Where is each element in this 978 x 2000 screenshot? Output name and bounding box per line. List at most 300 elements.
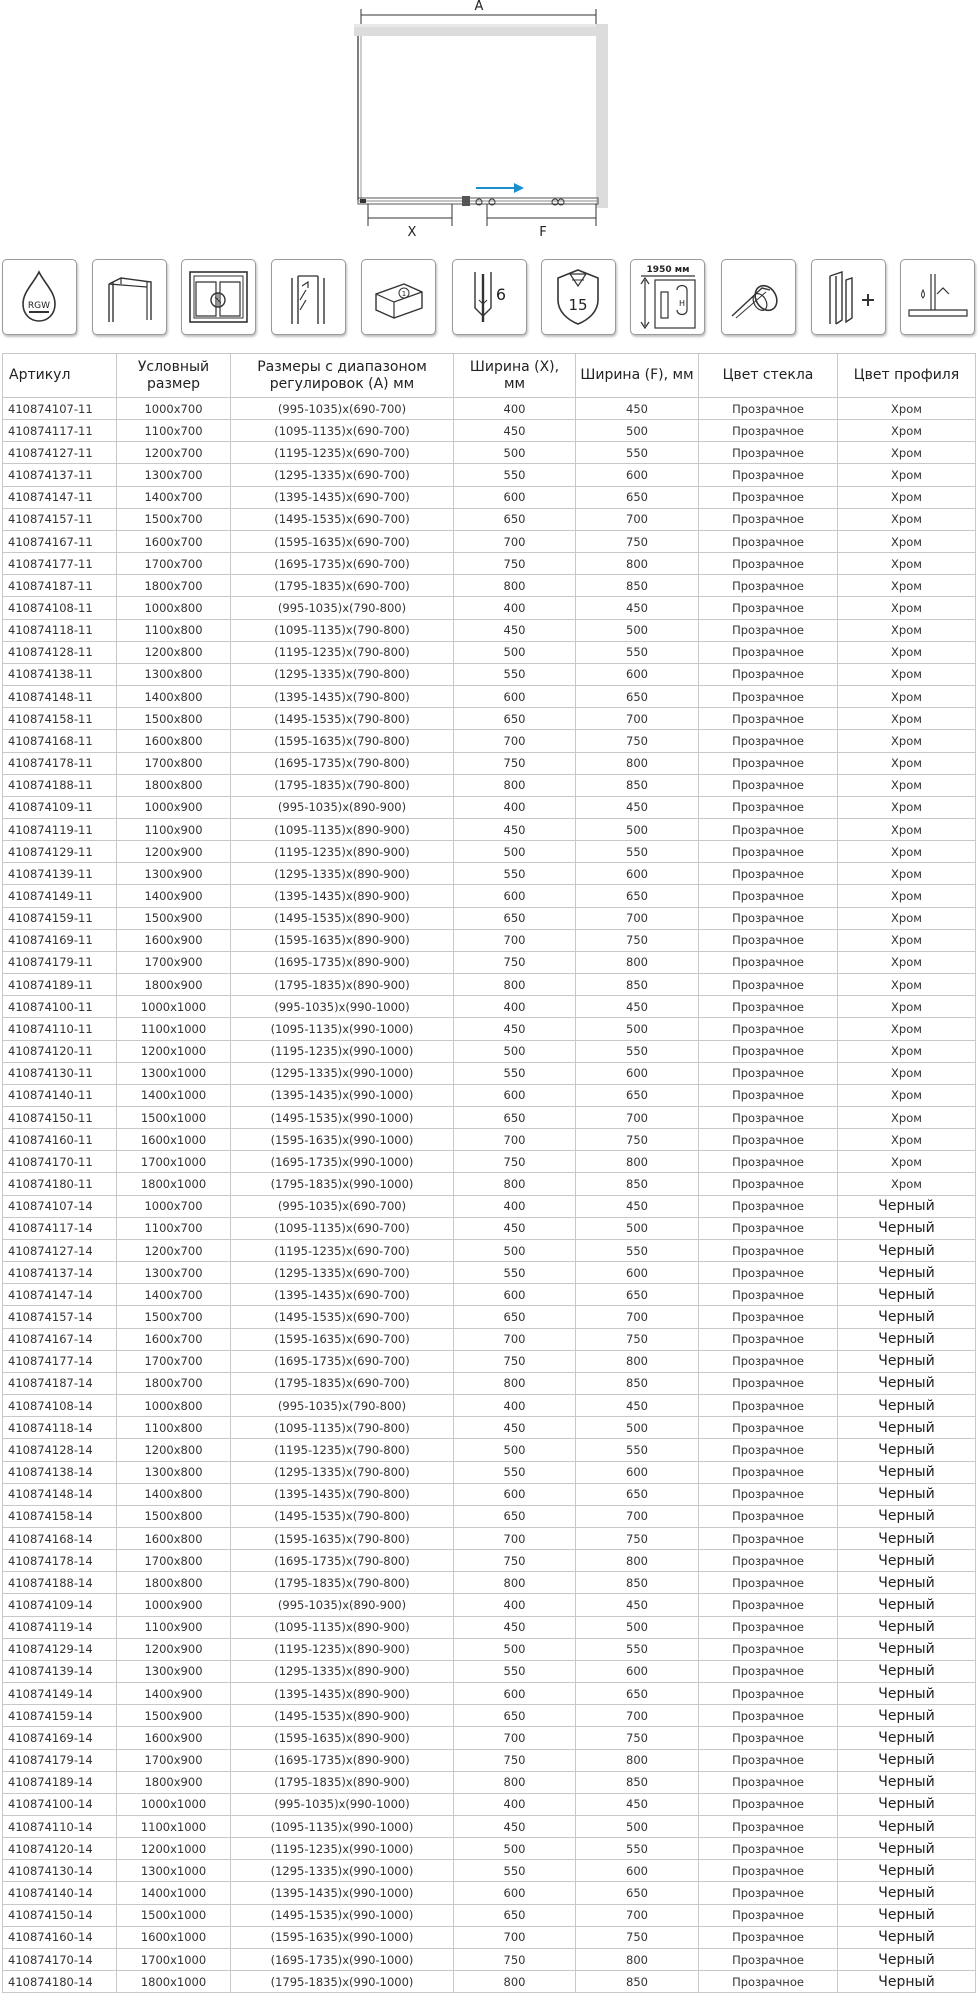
article-cell: 410874179-14 — [3, 1749, 117, 1771]
width-f-cell: 650 — [576, 1084, 699, 1106]
table-row — [3, 1417, 976, 1439]
glass-color-cell: Прозрачное — [699, 1971, 838, 1993]
profile-color-cell: Хром — [838, 996, 976, 1018]
profile-color-cell: Хром — [838, 1062, 976, 1084]
profile-color-cell: Хром — [838, 863, 976, 885]
article-cell: 410874139-14 — [3, 1660, 117, 1682]
glass-color-cell: Прозрачное — [699, 1395, 838, 1417]
article-cell: 410874137-11 — [3, 464, 117, 486]
width-x-cell: 600 — [454, 1683, 576, 1705]
table-row — [3, 1062, 976, 1084]
profile-color-cell: Черный — [838, 1771, 976, 1793]
width-x-cell: 500 — [454, 1838, 576, 1860]
dimension-range-cell: (995-1035)x(990-1000) — [231, 1793, 454, 1815]
dimension-range-cell: (1795-1835)x(990-1000) — [231, 1173, 454, 1195]
width-f-cell: 800 — [576, 1749, 699, 1771]
glass-color-cell: Прозрачное — [699, 1483, 838, 1505]
width-x-cell: 450 — [454, 1018, 576, 1040]
width-f-cell: 550 — [576, 442, 699, 464]
profile-color-cell: Черный — [838, 1904, 976, 1926]
article-cell: 410874157-14 — [3, 1306, 117, 1328]
width-f-cell: 650 — [576, 885, 699, 907]
article-cell: 410874138-11 — [3, 663, 117, 685]
table-row — [3, 1505, 976, 1527]
dimension-range-cell: (1295-1335)x(790-800) — [231, 663, 454, 685]
dimension-range-cell: (1195-1235)x(690-700) — [231, 1239, 454, 1261]
width-f-cell: 550 — [576, 1439, 699, 1461]
width-x-cell: 450 — [454, 1417, 576, 1439]
article-cell: 410874129-14 — [3, 1638, 117, 1660]
dimension-a-label: A — [474, 0, 484, 14]
article-cell: 410874107-11 — [3, 398, 117, 420]
glass-color-cell: Прозрачное — [699, 1926, 838, 1948]
nominal-size-cell: 1800x1000 — [117, 1971, 231, 1993]
width-f-cell: 500 — [576, 1018, 699, 1040]
article-cell: 410874178-14 — [3, 1550, 117, 1572]
width-x-cell: 650 — [454, 1705, 576, 1727]
nominal-size-cell: 1700x800 — [117, 1550, 231, 1572]
dimension-range-cell: (1195-1235)x(890-900) — [231, 1638, 454, 1660]
glass-color-cell: Прозрачное — [699, 553, 838, 575]
width-x-cell: 500 — [454, 1239, 576, 1261]
table-row — [3, 1040, 976, 1062]
table-row — [3, 1550, 976, 1572]
width-x-cell: 650 — [454, 1505, 576, 1527]
width-x-cell: 700 — [454, 1328, 576, 1350]
table-row — [3, 1527, 976, 1549]
article-cell: 410874177-14 — [3, 1350, 117, 1372]
width-f-cell: 500 — [576, 1217, 699, 1239]
profile-color-cell: Черный — [838, 1660, 976, 1682]
nominal-size-cell: 1300x900 — [117, 1660, 231, 1682]
width-x-cell: 550 — [454, 863, 576, 885]
nominal-size-cell: 1800x900 — [117, 1771, 231, 1793]
nominal-size-cell: 1700x900 — [117, 1749, 231, 1771]
dimension-range-cell: (1295-1335)x(990-1000) — [231, 1062, 454, 1084]
dimension-range-cell: (1595-1635)x(890-900) — [231, 929, 454, 951]
dimension-range-cell: (1695-1735)x(790-800) — [231, 752, 454, 774]
nominal-size-cell: 1800x800 — [117, 774, 231, 796]
table-row — [3, 686, 976, 708]
svg-text:1950 мм: 1950 мм — [646, 265, 690, 275]
width-f-cell: 850 — [576, 1372, 699, 1394]
glass-color-cell: Прозрачное — [699, 1771, 838, 1793]
nominal-size-cell: 1200x700 — [117, 1239, 231, 1261]
nominal-size-cell: 1700x900 — [117, 951, 231, 973]
profile-color-cell: Черный — [838, 1550, 976, 1572]
table-row — [3, 1262, 976, 1284]
article-cell: 410874189-14 — [3, 1771, 117, 1793]
glass-color-cell: Прозрачное — [699, 708, 838, 730]
header-glass-color: Цвет стекла — [699, 354, 838, 398]
dimension-range-cell: (1595-1635)x(990-1000) — [231, 1129, 454, 1151]
glass-color-cell: Прозрачное — [699, 486, 838, 508]
article-cell: 410874150-11 — [3, 1107, 117, 1129]
profile-color-cell: Черный — [838, 1572, 976, 1594]
article-cell: 410874170-11 — [3, 1151, 117, 1173]
article-cell: 410874187-11 — [3, 575, 117, 597]
table-row — [3, 597, 976, 619]
width-x-cell: 450 — [454, 818, 576, 840]
nominal-size-cell: 1400x1000 — [117, 1882, 231, 1904]
glass-color-cell: Прозрачное — [699, 1084, 838, 1106]
glass-thickness-icon — [452, 259, 527, 335]
profile-color-cell: Черный — [838, 1926, 976, 1948]
width-x-cell: 750 — [454, 1749, 576, 1771]
width-x-cell: 500 — [454, 1638, 576, 1660]
profile-color-cell: Хром — [838, 486, 976, 508]
table-row — [3, 1749, 976, 1771]
article-cell: 410874139-11 — [3, 863, 117, 885]
dimension-range-cell: (1795-1835)x(990-1000) — [231, 1971, 454, 1993]
width-f-cell: 650 — [576, 1683, 699, 1705]
nominal-size-cell: 1200x700 — [117, 442, 231, 464]
glass-color-cell: Прозрачное — [699, 663, 838, 685]
dimension-range-cell: (1395-1435)x(990-1000) — [231, 1084, 454, 1106]
table-row — [3, 996, 976, 1018]
profile-color-cell: Хром — [838, 1018, 976, 1040]
article-cell: 410874119-11 — [3, 818, 117, 840]
width-f-cell: 800 — [576, 1350, 699, 1372]
width-f-cell: 750 — [576, 1129, 699, 1151]
width-f-cell: 550 — [576, 1040, 699, 1062]
glass-color-cell: Прозрачное — [699, 1860, 838, 1882]
table-row — [3, 1727, 976, 1749]
width-f-cell: 750 — [576, 1727, 699, 1749]
article-cell: 410874100-11 — [3, 996, 117, 1018]
dimension-range-cell: (1695-1735)x(790-800) — [231, 1550, 454, 1572]
width-f-cell: 600 — [576, 1461, 699, 1483]
width-f-cell: 450 — [576, 1594, 699, 1616]
width-x-cell: 650 — [454, 1306, 576, 1328]
svg-text:1: 1 — [401, 290, 407, 298]
glass-color-cell: Прозрачное — [699, 1816, 838, 1838]
article-cell: 410874187-14 — [3, 1372, 117, 1394]
dimension-range-cell: (1795-1835)x(890-900) — [231, 1771, 454, 1793]
nominal-size-cell: 1800x900 — [117, 974, 231, 996]
profile-color-cell: Хром — [838, 619, 976, 641]
dimension-range-cell: (1095-1135)x(790-800) — [231, 1417, 454, 1439]
glass-color-cell: Прозрачное — [699, 1372, 838, 1394]
dimension-range-cell: (995-1035)x(890-900) — [231, 796, 454, 818]
width-f-cell: 850 — [576, 1771, 699, 1793]
dimension-range-cell: (1495-1535)x(990-1000) — [231, 1904, 454, 1926]
width-x-cell: 600 — [454, 486, 576, 508]
table-row — [3, 1395, 976, 1417]
article-cell: 410874158-11 — [3, 708, 117, 730]
nominal-size-cell: 1400x700 — [117, 1284, 231, 1306]
profile-color-cell: Хром — [838, 553, 976, 575]
nominal-size-cell: 1300x800 — [117, 663, 231, 685]
profile-color-cell: Черный — [838, 1705, 976, 1727]
profile-color-cell: Черный — [838, 1527, 976, 1549]
dimension-range-cell: (1595-1635)x(690-700) — [231, 530, 454, 552]
glass-color-cell: Прозрачное — [699, 752, 838, 774]
article-cell: 410874188-11 — [3, 774, 117, 796]
glass-color-cell: Прозрачное — [699, 841, 838, 863]
nominal-size-cell: 1000x800 — [117, 597, 231, 619]
article-cell: 410874149-14 — [3, 1683, 117, 1705]
table-row — [3, 486, 976, 508]
width-f-cell: 700 — [576, 1107, 699, 1129]
width-f-cell: 850 — [576, 1572, 699, 1594]
table-row — [3, 1882, 976, 1904]
table-header-row — [3, 354, 976, 398]
width-x-cell: 800 — [454, 575, 576, 597]
dimension-range-cell: (1495-1535)x(890-900) — [231, 1705, 454, 1727]
glass-color-cell: Прозрачное — [699, 1461, 838, 1483]
glass-color-cell: Прозрачное — [699, 1284, 838, 1306]
table-row — [3, 708, 976, 730]
profile-color-cell: Черный — [838, 1372, 976, 1394]
profile-color-cell: Хром — [838, 1173, 976, 1195]
nominal-size-cell: 1000x800 — [117, 1395, 231, 1417]
table-row — [3, 1638, 976, 1660]
article-cell: 410874160-11 — [3, 1129, 117, 1151]
width-x-cell: 400 — [454, 1594, 576, 1616]
width-f-cell: 600 — [576, 663, 699, 685]
glass-color-cell: Прозрачное — [699, 1151, 838, 1173]
table-row — [3, 1926, 976, 1948]
width-x-cell: 550 — [454, 1860, 576, 1882]
profile-color-cell: Хром — [838, 951, 976, 973]
dimension-range-cell: (1095-1135)x(790-800) — [231, 619, 454, 641]
article-cell: 410874110-11 — [3, 1018, 117, 1040]
table-row — [3, 1173, 976, 1195]
dimension-range-cell: (1195-1235)x(990-1000) — [231, 1838, 454, 1860]
table-row — [3, 442, 976, 464]
dimension-range-cell: (1395-1435)x(890-900) — [231, 885, 454, 907]
table-row — [3, 1107, 976, 1129]
dimension-range-cell: (1695-1735)x(890-900) — [231, 1749, 454, 1771]
width-x-cell: 550 — [454, 663, 576, 685]
dimension-range-cell: (1795-1835)x(690-700) — [231, 1372, 454, 1394]
table-row — [3, 1860, 976, 1882]
article-cell: 410874119-14 — [3, 1616, 117, 1638]
dimension-range-cell: (1395-1435)x(990-1000) — [231, 1882, 454, 1904]
width-x-cell: 700 — [454, 730, 576, 752]
dimension-range-cell: (1095-1135)x(690-700) — [231, 420, 454, 442]
width-x-cell: 600 — [454, 1284, 576, 1306]
profile-color-cell: Черный — [838, 1838, 976, 1860]
table-row — [3, 885, 976, 907]
nominal-size-cell: 1500x700 — [117, 1306, 231, 1328]
table-row — [3, 1948, 976, 1970]
wall-right — [596, 24, 608, 208]
nominal-size-cell: 1300x700 — [117, 1262, 231, 1284]
article-cell: 410874167-14 — [3, 1328, 117, 1350]
table-row — [3, 1771, 976, 1793]
width-x-cell: 600 — [454, 1882, 576, 1904]
article-cell: 410874158-14 — [3, 1505, 117, 1527]
article-cell: 410874149-11 — [3, 885, 117, 907]
width-x-cell: 450 — [454, 619, 576, 641]
glass-color-cell: Прозрачное — [699, 1040, 838, 1062]
door-frame-icon — [92, 259, 167, 335]
table-row — [3, 575, 976, 597]
width-x-cell: 800 — [454, 1971, 576, 1993]
dimension-range-cell: (1295-1335)x(890-900) — [231, 1660, 454, 1682]
dimension-range-cell: (995-1035)x(690-700) — [231, 398, 454, 420]
glass-color-cell: Прозрачное — [699, 796, 838, 818]
width-x-cell: 400 — [454, 597, 576, 619]
glass-color-cell: Прозрачное — [699, 730, 838, 752]
profile-color-cell: Хром — [838, 464, 976, 486]
nominal-size-cell: 1000x700 — [117, 398, 231, 420]
profile-color-cell: Черный — [838, 1239, 976, 1261]
article-cell: 410874169-14 — [3, 1727, 117, 1749]
width-f-cell: 600 — [576, 464, 699, 486]
nominal-size-cell: 1300x700 — [117, 464, 231, 486]
table-row — [3, 1483, 976, 1505]
table-row — [3, 1018, 976, 1040]
table-row — [3, 841, 976, 863]
nominal-size-cell: 1500x900 — [117, 1705, 231, 1727]
dimension-range-cell: (1495-1535)x(990-1000) — [231, 1107, 454, 1129]
article-cell: 410874127-11 — [3, 442, 117, 464]
dimension-range-cell: (1795-1835)x(790-800) — [231, 1572, 454, 1594]
nominal-size-cell: 1200x900 — [117, 1638, 231, 1660]
dimension-range-cell: (1695-1735)x(890-900) — [231, 951, 454, 973]
dimension-range-cell: (1495-1535)x(690-700) — [231, 1306, 454, 1328]
width-f-cell: 450 — [576, 1395, 699, 1417]
profile-color-cell: Хром — [838, 885, 976, 907]
glass-color-cell: Прозрачное — [699, 1505, 838, 1527]
dimension-range-cell: (1195-1235)x(690-700) — [231, 442, 454, 464]
width-f-cell: 750 — [576, 1926, 699, 1948]
table-row — [3, 1084, 976, 1106]
glass-color-cell: Прозрачное — [699, 530, 838, 552]
table-row — [3, 1461, 976, 1483]
dimension-range-cell: (995-1035)x(990-1000) — [231, 996, 454, 1018]
nominal-size-cell: 1000x900 — [117, 1594, 231, 1616]
article-cell: 410874109-14 — [3, 1594, 117, 1616]
table-row — [3, 796, 976, 818]
table-row — [3, 1239, 976, 1261]
table-row — [3, 929, 976, 951]
profile-color-cell: Черный — [838, 1616, 976, 1638]
width-f-cell: 750 — [576, 1328, 699, 1350]
header-dimension-range: Размеры с диапазоном регулировок (A) мм — [231, 354, 454, 398]
profile-color-cell: Хром — [838, 796, 976, 818]
nominal-size-cell: 1400x900 — [117, 885, 231, 907]
profile-color-cell: Хром — [838, 508, 976, 530]
article-cell: 410874118-11 — [3, 619, 117, 641]
width-x-cell: 450 — [454, 420, 576, 442]
article-cell: 410874108-11 — [3, 597, 117, 619]
table-row — [3, 1683, 976, 1705]
width-f-cell: 600 — [576, 1262, 699, 1284]
glass-color-cell: Прозрачное — [699, 1306, 838, 1328]
feature-icons-row — [0, 259, 978, 339]
width-f-cell: 500 — [576, 1417, 699, 1439]
dimension-range-cell: (1195-1235)x(990-1000) — [231, 1040, 454, 1062]
nominal-size-cell: 1100x1000 — [117, 1018, 231, 1040]
spec-table — [2, 353, 976, 1993]
header-width-f: Ширина (F), мм — [576, 354, 699, 398]
nominal-size-cell: 1000x1000 — [117, 1793, 231, 1815]
article-cell: 410874129-11 — [3, 841, 117, 863]
width-f-cell: 650 — [576, 686, 699, 708]
width-x-cell: 700 — [454, 1129, 576, 1151]
nominal-size-cell: 1000x1000 — [117, 996, 231, 1018]
width-f-cell: 700 — [576, 708, 699, 730]
nominal-size-cell: 1100x800 — [117, 1417, 231, 1439]
dimension-range-cell: (1195-1235)x(890-900) — [231, 841, 454, 863]
table-row — [3, 464, 976, 486]
width-x-cell: 600 — [454, 885, 576, 907]
dimension-range-cell: (1695-1735)x(690-700) — [231, 1350, 454, 1372]
profile-color-cell: Хром — [838, 1129, 976, 1151]
width-x-cell: 550 — [454, 1262, 576, 1284]
glass-color-cell: Прозрачное — [699, 818, 838, 840]
profile-color-cell: Хром — [838, 420, 976, 442]
width-x-cell: 800 — [454, 1572, 576, 1594]
glass-color-cell: Прозрачное — [699, 1727, 838, 1749]
width-f-cell: 600 — [576, 1660, 699, 1682]
dimension-range-cell: (1095-1135)x(890-900) — [231, 1616, 454, 1638]
article-cell: 410874120-11 — [3, 1040, 117, 1062]
dimension-range-cell: (1295-1335)x(690-700) — [231, 464, 454, 486]
article-cell: 410874130-11 — [3, 1062, 117, 1084]
nominal-size-cell: 1500x700 — [117, 508, 231, 530]
width-x-cell: 550 — [454, 1461, 576, 1483]
width-f-cell: 850 — [576, 1173, 699, 1195]
nominal-size-cell: 1300x1000 — [117, 1062, 231, 1084]
nominal-size-cell: 1400x1000 — [117, 1084, 231, 1106]
nominal-size-cell: 1700x1000 — [117, 1151, 231, 1173]
profile-color-cell: Черный — [838, 1395, 976, 1417]
article-cell: 410874147-14 — [3, 1284, 117, 1306]
dimension-range-cell: (1095-1135)x(990-1000) — [231, 1018, 454, 1040]
article-cell: 410874137-14 — [3, 1262, 117, 1284]
glass-color-cell: Прозрачное — [699, 1018, 838, 1040]
nominal-size-cell: 1500x1000 — [117, 1107, 231, 1129]
glass-color-cell: Прозрачное — [699, 951, 838, 973]
article-cell: 410874118-14 — [3, 1417, 117, 1439]
dimension-range-cell: (1395-1435)x(790-800) — [231, 686, 454, 708]
width-x-cell: 700 — [454, 530, 576, 552]
profile-color-cell: Черный — [838, 1350, 976, 1372]
article-cell: 410874130-14 — [3, 1860, 117, 1882]
table-row — [3, 641, 976, 663]
svg-text:15: 15 — [568, 296, 588, 314]
dimension-range-cell: (1795-1835)x(690-700) — [231, 575, 454, 597]
width-f-cell: 700 — [576, 508, 699, 530]
glass-color-cell: Прозрачное — [699, 1173, 838, 1195]
dimension-range-cell: (1395-1435)x(890-900) — [231, 1683, 454, 1705]
nominal-size-cell: 1100x1000 — [117, 1816, 231, 1838]
width-f-cell: 650 — [576, 1284, 699, 1306]
table-row — [3, 1129, 976, 1151]
width-x-cell: 600 — [454, 1483, 576, 1505]
glass-color-cell: Прозрачное — [699, 1616, 838, 1638]
dimension-range-cell: (1495-1535)x(790-800) — [231, 708, 454, 730]
profile-color-cell: Хром — [838, 708, 976, 730]
width-x-cell: 500 — [454, 1439, 576, 1461]
dimension-range-cell: (1595-1635)x(790-800) — [231, 730, 454, 752]
nominal-size-cell: 1700x700 — [117, 553, 231, 575]
table-row — [3, 420, 976, 442]
width-f-cell: 600 — [576, 1062, 699, 1084]
knob-handle-icon — [721, 259, 796, 335]
header-nominal-size: Условный размер — [117, 354, 231, 398]
dimension-range-cell: (1195-1235)x(790-800) — [231, 1439, 454, 1461]
nominal-size-cell: 1200x1000 — [117, 1838, 231, 1860]
svg-text:RGW: RGW — [27, 301, 51, 311]
glass-color-cell: Прозрачное — [699, 1683, 838, 1705]
glass-color-cell: Прозрачное — [699, 929, 838, 951]
